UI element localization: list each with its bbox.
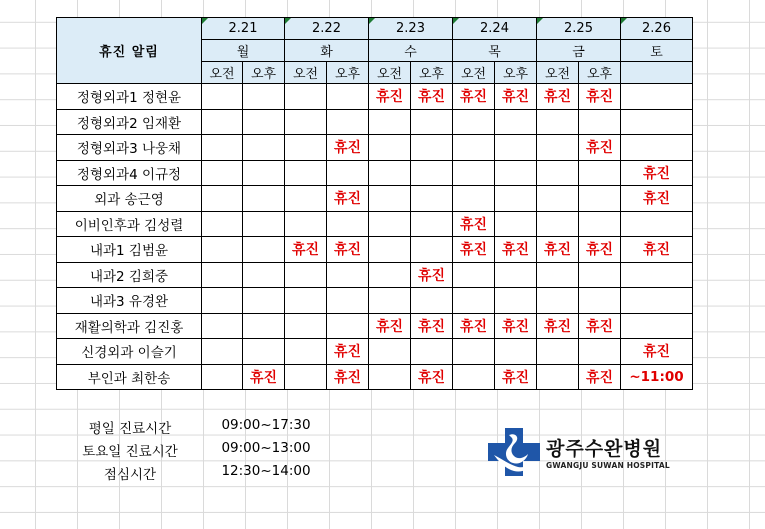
closed-cell[interactable]: 휴진 bbox=[411, 84, 453, 110]
schedule-cell[interactable] bbox=[202, 109, 243, 135]
schedule-cell[interactable] bbox=[202, 262, 243, 288]
date-cell[interactable]: 2.22 bbox=[285, 18, 369, 40]
schedule-cell[interactable] bbox=[411, 339, 453, 365]
hours-row bbox=[56, 463, 356, 485]
schedule-cell[interactable] bbox=[327, 288, 369, 314]
closed-cell[interactable]: 휴진 bbox=[579, 84, 621, 110]
schedule-cell[interactable] bbox=[453, 262, 495, 288]
schedule-cell[interactable] bbox=[243, 211, 285, 237]
schedule-cell[interactable] bbox=[243, 237, 285, 263]
session-pm-cell[interactable]: 오후 bbox=[579, 62, 621, 84]
closed-cell[interactable]: 휴진 bbox=[327, 135, 369, 161]
schedule-cell[interactable] bbox=[202, 211, 243, 237]
schedule-cell[interactable] bbox=[327, 109, 369, 135]
doctor-row bbox=[57, 109, 693, 135]
hospital-logo bbox=[488, 428, 688, 476]
closed-cell[interactable]: 휴진 bbox=[369, 313, 411, 339]
doctor-row bbox=[57, 237, 693, 263]
hours-value[interactable]: 09:00~17:30 bbox=[221, 417, 311, 433]
doctor-row bbox=[57, 313, 693, 339]
session-am-cell[interactable]: 오전 bbox=[453, 62, 495, 84]
closed-cell[interactable]: 휴진 bbox=[285, 237, 327, 263]
schedule-cell[interactable] bbox=[285, 364, 327, 390]
comment-marker-icon bbox=[537, 18, 543, 24]
closed-cell[interactable]: 휴진 bbox=[495, 84, 537, 110]
closed-cell[interactable]: 휴진 bbox=[453, 313, 495, 339]
doctor-name-cell[interactable]: 내과1 김범윤 bbox=[57, 237, 202, 263]
closed-cell[interactable]: 휴진 bbox=[411, 313, 453, 339]
closed-cell[interactable]: 휴진 bbox=[621, 160, 693, 186]
closed-cell[interactable]: 휴진 bbox=[453, 211, 495, 237]
schedule-cell[interactable] bbox=[537, 288, 579, 314]
closed-cell[interactable]: 휴진 bbox=[453, 237, 495, 263]
closed-cell[interactable]: 휴진 bbox=[327, 237, 369, 263]
schedule-cell[interactable] bbox=[537, 262, 579, 288]
schedule-cell[interactable] bbox=[495, 160, 537, 186]
closed-cell[interactable]: 휴진 bbox=[579, 135, 621, 161]
schedule-cell[interactable] bbox=[621, 288, 693, 314]
schedule-cell[interactable] bbox=[579, 109, 621, 135]
schedule-cell[interactable] bbox=[243, 84, 285, 110]
doctor-row bbox=[57, 186, 693, 212]
schedule-cell[interactable] bbox=[369, 339, 411, 365]
doctor-name-cell[interactable]: 정형외과3 나웅채 bbox=[57, 135, 202, 161]
schedule-cell[interactable] bbox=[202, 186, 243, 212]
comment-marker-icon bbox=[453, 18, 459, 24]
date-cell[interactable]: 2.26 bbox=[621, 18, 693, 40]
closed-cell[interactable]: 휴진 bbox=[369, 84, 411, 110]
schedule-cell[interactable] bbox=[579, 262, 621, 288]
hours-row bbox=[56, 417, 356, 439]
weekday-cell[interactable]: 목 bbox=[453, 40, 537, 62]
schedule-cell[interactable] bbox=[202, 313, 243, 339]
schedule-cell[interactable] bbox=[453, 135, 495, 161]
schedule-cell[interactable] bbox=[537, 109, 579, 135]
schedule-cell[interactable] bbox=[369, 364, 411, 390]
schedule-cell[interactable] bbox=[327, 84, 369, 110]
closed-cell[interactable]: 휴진 bbox=[453, 84, 495, 110]
schedule-cell[interactable] bbox=[621, 84, 693, 110]
doctor-row bbox=[57, 262, 693, 288]
schedule-cell[interactable] bbox=[202, 364, 243, 390]
schedule-cell[interactable] bbox=[285, 288, 327, 314]
date-cell[interactable]: 2.23 bbox=[369, 18, 453, 40]
doctor-row bbox=[57, 288, 693, 314]
schedule-cell[interactable] bbox=[579, 288, 621, 314]
schedule-cell[interactable] bbox=[453, 364, 495, 390]
schedule-cell[interactable] bbox=[369, 109, 411, 135]
schedule-cell[interactable] bbox=[202, 135, 243, 161]
schedule-cell[interactable] bbox=[411, 288, 453, 314]
schedule-cell[interactable] bbox=[537, 135, 579, 161]
hours-value[interactable]: 09:00~13:00 bbox=[221, 440, 311, 456]
schedule-cell[interactable] bbox=[369, 262, 411, 288]
comment-marker-icon bbox=[369, 18, 375, 24]
notice-title[interactable]: 휴진 알림 bbox=[57, 18, 202, 84]
date-cell[interactable]: 2.25 bbox=[537, 18, 621, 40]
doctor-row bbox=[57, 364, 693, 390]
hospital-name-english: GWANGJU SUWAN HOSPITAL bbox=[546, 461, 670, 470]
schedule-cell[interactable] bbox=[285, 211, 327, 237]
doctor-row bbox=[57, 160, 693, 186]
schedule-cell[interactable] bbox=[285, 109, 327, 135]
date-cell[interactable]: 2.21 bbox=[202, 18, 285, 40]
schedule-cell[interactable] bbox=[495, 135, 537, 161]
closed-cell[interactable]: 휴진 bbox=[621, 186, 693, 212]
doctor-name-cell[interactable]: 정형외과2 임재환 bbox=[57, 109, 202, 135]
schedule-cell[interactable] bbox=[453, 109, 495, 135]
doctor-name-cell[interactable]: 내과2 김희중 bbox=[57, 262, 202, 288]
schedule-cell[interactable] bbox=[537, 160, 579, 186]
closed-cell[interactable]: 휴진 bbox=[621, 237, 693, 263]
schedule-cell[interactable] bbox=[495, 211, 537, 237]
hours-value[interactable]: 12:30~14:00 bbox=[221, 463, 311, 479]
doctor-row bbox=[57, 84, 693, 110]
schedule-cell[interactable] bbox=[453, 288, 495, 314]
weekday-cell[interactable]: 화 bbox=[285, 40, 369, 62]
schedule-cell[interactable] bbox=[369, 288, 411, 314]
comment-marker-icon bbox=[621, 18, 627, 24]
schedule-cell[interactable] bbox=[411, 237, 453, 263]
closed-cell[interactable]: 휴진 bbox=[495, 364, 537, 390]
schedule-cell[interactable] bbox=[621, 109, 693, 135]
doctor-name-cell[interactable]: 재활의학과 김진홍 bbox=[57, 313, 202, 339]
weekday-cell[interactable]: 수 bbox=[369, 40, 453, 62]
closed-cell[interactable]: 휴진 bbox=[411, 262, 453, 288]
doctor-name-cell[interactable]: 부인과 최한송 bbox=[57, 364, 202, 390]
schedule-cell[interactable] bbox=[285, 339, 327, 365]
schedule-cell[interactable] bbox=[453, 186, 495, 212]
closed-cell[interactable]: 휴진 bbox=[243, 364, 285, 390]
schedule-cell[interactable] bbox=[369, 160, 411, 186]
session-am-cell[interactable]: 오전 bbox=[285, 62, 327, 84]
schedule-cell[interactable] bbox=[327, 313, 369, 339]
schedule-cell[interactable] bbox=[285, 84, 327, 110]
schedule-cell[interactable] bbox=[411, 109, 453, 135]
schedule-cell[interactable] bbox=[495, 262, 537, 288]
schedule-cell[interactable] bbox=[369, 211, 411, 237]
comment-marker-icon bbox=[285, 18, 291, 24]
closed-cell[interactable]: 휴진 bbox=[327, 339, 369, 365]
schedule-cell[interactable] bbox=[537, 364, 579, 390]
schedule-cell[interactable] bbox=[621, 313, 693, 339]
schedule-cell[interactable] bbox=[243, 109, 285, 135]
schedule-cell[interactable] bbox=[243, 135, 285, 161]
schedule-cell[interactable] bbox=[327, 211, 369, 237]
schedule-cell[interactable] bbox=[579, 160, 621, 186]
closed-cell[interactable]: 휴진 bbox=[537, 313, 579, 339]
hospital-cross-swan-icon bbox=[488, 428, 540, 476]
date-row bbox=[57, 18, 693, 40]
closed-cell[interactable]: 휴진 bbox=[579, 364, 621, 390]
schedule-cell[interactable] bbox=[202, 288, 243, 314]
schedule-cell[interactable] bbox=[243, 339, 285, 365]
schedule-cell[interactable] bbox=[537, 339, 579, 365]
doctor-name-cell[interactable]: 외과 송근영 bbox=[57, 186, 202, 212]
schedule-cell[interactable] bbox=[453, 160, 495, 186]
schedule-cell[interactable] bbox=[621, 211, 693, 237]
schedule-cell[interactable] bbox=[579, 186, 621, 212]
schedule-cell[interactable] bbox=[202, 237, 243, 263]
session-pm-cell[interactable]: 오후 bbox=[411, 62, 453, 84]
hours-label[interactable]: 점심시간 bbox=[103, 467, 157, 483]
schedule-cell[interactable] bbox=[495, 288, 537, 314]
schedule-cell[interactable] bbox=[579, 339, 621, 365]
closed-cell[interactable]: 휴진 bbox=[537, 84, 579, 110]
schedule-cell[interactable] bbox=[495, 339, 537, 365]
session-pm-cell[interactable]: 오후 bbox=[495, 62, 537, 84]
weekday-cell[interactable]: 월 bbox=[202, 40, 285, 62]
schedule-cell[interactable] bbox=[453, 339, 495, 365]
doctor-name-cell[interactable]: 신경외과 이슬기 bbox=[57, 339, 202, 365]
schedule-cell[interactable] bbox=[243, 186, 285, 212]
schedule-cell[interactable] bbox=[243, 288, 285, 314]
session-blank-cell[interactable] bbox=[621, 62, 693, 84]
schedule-cell[interactable] bbox=[369, 237, 411, 263]
schedule-cell[interactable] bbox=[411, 135, 453, 161]
schedule-cell[interactable] bbox=[285, 262, 327, 288]
session-pm-cell[interactable]: 오후 bbox=[327, 62, 369, 84]
doctor-row bbox=[57, 135, 693, 161]
schedule-cell[interactable] bbox=[495, 109, 537, 135]
comment-marker-icon bbox=[202, 18, 208, 24]
saturday-hours-cell[interactable]: ~11:00 bbox=[621, 364, 693, 390]
schedule-cell[interactable] bbox=[285, 160, 327, 186]
schedule-cell[interactable] bbox=[537, 211, 579, 237]
session-am-cell[interactable]: 오전 bbox=[537, 62, 579, 84]
doctor-name-cell[interactable]: 정형외과4 이규정 bbox=[57, 160, 202, 186]
schedule-cell[interactable] bbox=[537, 186, 579, 212]
closed-cell[interactable]: 휴진 bbox=[579, 313, 621, 339]
schedule-cell[interactable] bbox=[243, 262, 285, 288]
schedule-cell[interactable] bbox=[411, 186, 453, 212]
doctor-name-cell[interactable]: 이비인후과 김성렬 bbox=[57, 211, 202, 237]
date-cell[interactable]: 2.24 bbox=[453, 18, 537, 40]
schedule-cell[interactable] bbox=[495, 186, 537, 212]
closed-cell[interactable]: 휴진 bbox=[327, 364, 369, 390]
hours-row bbox=[56, 440, 356, 462]
schedule-cell[interactable] bbox=[411, 211, 453, 237]
schedule-cell[interactable] bbox=[243, 160, 285, 186]
closed-cell[interactable]: 휴진 bbox=[411, 364, 453, 390]
closed-cell[interactable]: 휴진 bbox=[327, 186, 369, 212]
closed-cell[interactable]: 휴진 bbox=[495, 313, 537, 339]
schedule-cell[interactable] bbox=[202, 84, 243, 110]
session-am-cell[interactable]: 오전 bbox=[369, 62, 411, 84]
schedule-cell[interactable] bbox=[285, 135, 327, 161]
hours-label[interactable]: 토요일 진료시간 bbox=[82, 444, 178, 460]
closure-schedule-table bbox=[56, 17, 693, 390]
schedule-cell[interactable] bbox=[621, 135, 693, 161]
schedule-cell[interactable] bbox=[202, 339, 243, 365]
closed-cell[interactable]: 휴진 bbox=[537, 237, 579, 263]
schedule-cell[interactable] bbox=[327, 262, 369, 288]
closed-cell[interactable]: 휴진 bbox=[621, 339, 693, 365]
doctor-row bbox=[57, 211, 693, 237]
schedule-cell[interactable] bbox=[411, 160, 453, 186]
closed-cell[interactable]: 휴진 bbox=[579, 237, 621, 263]
schedule-cell[interactable] bbox=[285, 186, 327, 212]
weekday-cell[interactable]: 토 bbox=[621, 40, 693, 62]
session-pm-cell[interactable]: 오후 bbox=[243, 62, 285, 84]
doctor-name-cell[interactable]: 정형외과1 정현윤 bbox=[57, 84, 202, 110]
doctor-name-cell[interactable]: 내과3 유경완 bbox=[57, 288, 202, 314]
session-am-cell[interactable]: 오전 bbox=[202, 62, 243, 84]
hours-label[interactable]: 평일 진료시간 bbox=[88, 421, 172, 437]
schedule-cell[interactable] bbox=[579, 211, 621, 237]
schedule-cell[interactable] bbox=[369, 135, 411, 161]
hospital-name-korean: 광주수완병원 bbox=[546, 438, 663, 460]
schedule-cell[interactable] bbox=[621, 262, 693, 288]
doctor-row bbox=[57, 339, 693, 365]
schedule-cell[interactable] bbox=[369, 186, 411, 212]
schedule-cell[interactable] bbox=[285, 313, 327, 339]
schedule-cell[interactable] bbox=[202, 160, 243, 186]
closed-cell[interactable]: 휴진 bbox=[495, 237, 537, 263]
schedule-cell[interactable] bbox=[327, 160, 369, 186]
schedule-cell[interactable] bbox=[243, 313, 285, 339]
weekday-cell[interactable]: 금 bbox=[537, 40, 621, 62]
